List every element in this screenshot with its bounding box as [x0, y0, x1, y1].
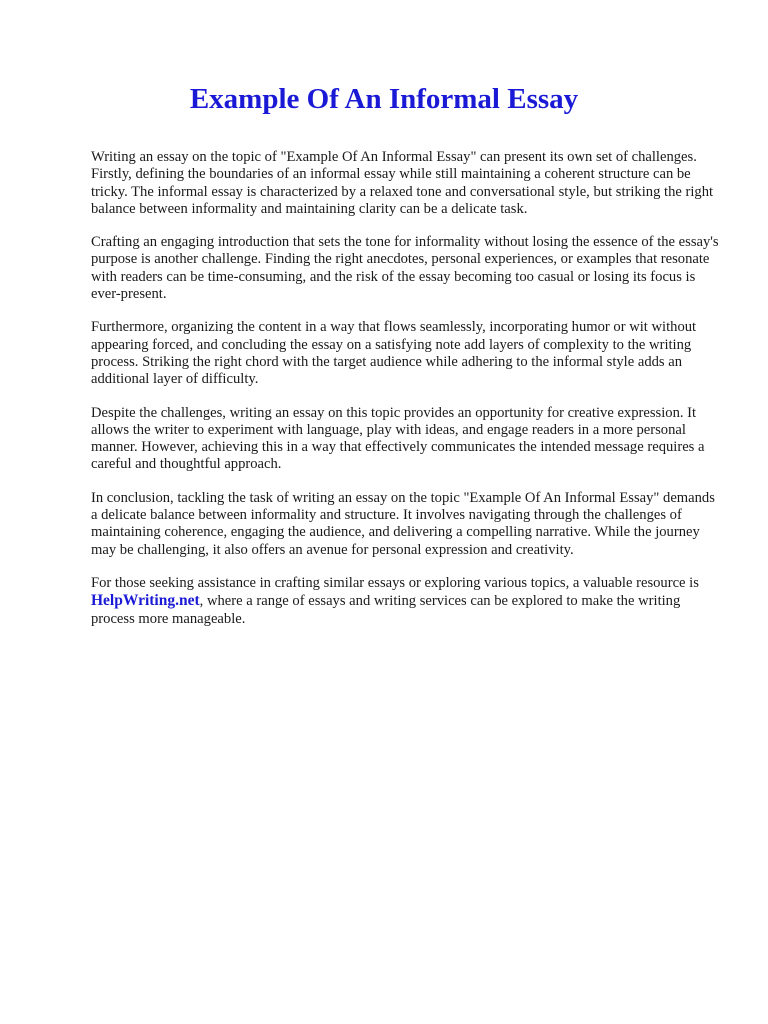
paragraph-5: In conclusion, tackling the task of writing an essay on the topic "Example Of An Informal Essay" demands a delicate balance between informality and structure. It involves navigating through the challenges of maintaining coherence, engaging the audience, and delivering a compelling narrative. While the journey may be challenging, it also offers an avenue for personal expression and creativity.	[91, 489, 715, 558]
document-body	[91, 149, 720, 628]
paragraph-4: Despite the challenges, writing an essay on this topic provides an opportunity for creative expression. It allows the writer to experiment with language, play with ideas, and engage readers in a more personal manner. However, achieving this in a way that effectively communicates the intended message requires a careful and thoughtful approach.	[91, 404, 705, 473]
closing-paragraph	[91, 575, 720, 628]
helpwriting-link[interactable]: HelpWriting.net	[91, 592, 200, 610]
paragraph-2: Crafting an engaging introduction that sets the tone for informality without losing the essence of the essay's purpose is another challenge. Finding the right anecdotes, personal experiences, or examples that resonate with readers can be time-consuming, and the risk of the essay becoming too casual or losing its focus is ever-present.	[91, 234, 719, 303]
closing-text-after-link: , where a range of essays and writing services can be explored to make the writing process more manageable.	[91, 593, 681, 627]
paragraph-3: Furthermore, organizing the content in a way that flows seamlessly, incorporating humor or wit without appearing forced, and concluding the essay on a satisfying note add layers of complexity to the writing process. Striking the right chord with the target audience while adhering to the informal style adds an additional layer of difficulty.	[91, 319, 697, 388]
closing-text-before-link: For those seeking assistance in crafting similar essays or exploring various topics, a valuable resource is	[91, 574, 699, 591]
paragraph-1: Writing an essay on the topic of "Example Of An Informal Essay" can present its own set of challenges. Firstly, defining the boundaries of an informal essay while still maintaining a coherent structure can be tricky. The informal essay is characterized by a relaxed tone and conversational style, but striking the right balance between informality and maintaining clarity can be a delicate task.	[91, 149, 714, 217]
document-title: Example Of An Informal Essay	[189, 83, 579, 115]
